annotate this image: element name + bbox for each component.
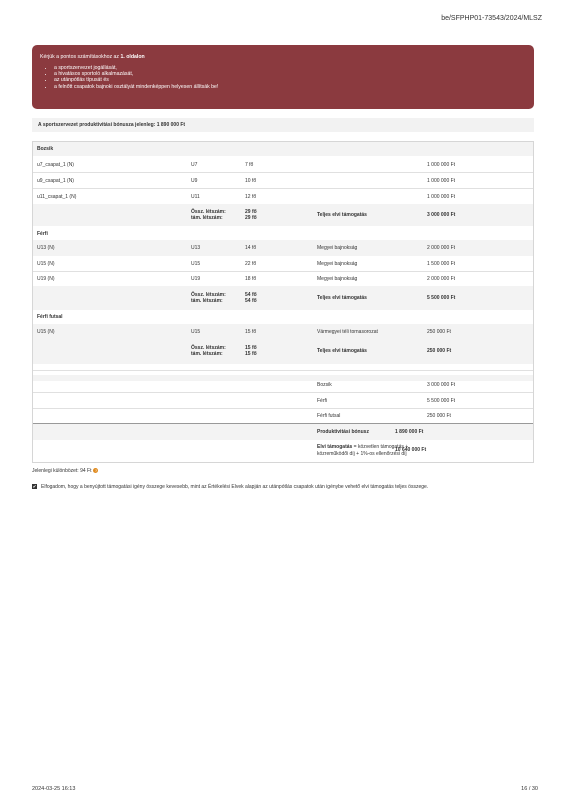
alert-item: • a sportszervezet jogállását,: [54, 65, 526, 71]
alert-intro-bold: 1. oldalon: [120, 54, 145, 60]
section-header-bozsik: Bozsik: [33, 142, 533, 156]
elvi-row: Elvi támogatás = közvetlen támogatás + közreműködői díj + 1%-os ellenőrzési díj 10 640 000 Ft: [317, 444, 427, 457]
table-row: U13 (N) U13 14 fő Megyei bajnokság 2 000 000 Ft: [33, 240, 533, 256]
section-header-futsal: Férfi futsal: [37, 314, 63, 320]
checkbox-checked-icon[interactable]: ✔: [32, 484, 37, 490]
spacer-row: [33, 375, 533, 381]
question-icon[interactable]: ?: [94, 468, 98, 474]
info-alert: [32, 45, 534, 109]
bonus-summary: A sportszervezet produktivitási bónusza jelenleg: 1 890 000 Ft: [32, 118, 534, 132]
accept-checkbox-row[interactable]: [32, 484, 428, 490]
section-header-ferfi: Férfi: [37, 231, 48, 237]
difference-note: Jelenlegi különbözet: 94 Ft ?: [32, 468, 98, 474]
alert-item: • a hivatásos sportoló alkalmazását,: [54, 71, 526, 77]
alert-intro: Kérjük a pontos számításokhoz az: [40, 54, 120, 60]
alert-item: • a felnőtt csapatok bajnoki osztályát mindenképpen helyesen állítsák be!: [54, 84, 526, 90]
table-row: U15 (N) U15 15 fő Vármegyei téli tornasorozat 250 000 Ft: [33, 324, 533, 340]
productivity-row: Produktivitási bónusz 1 890 000 Ft: [33, 424, 533, 440]
support-table: Bozsik u7_csapat_1 (N) U7 7 fő 1 000 000 Ft u9_csapat_1 (N) U9 10 fő 1 000 000 Ft u11_csapat_1 (N) U11 12 fő 1 000 000 Ft Össz. létszám: tám. létszám: 29 fő 29 fő Teljes elvi támogatás 3 000 000 Ft Férfi U13 (N) U13 14 fő Megyei bajnokság 2 000 000 Ft U15 (N) U15 22 fő Megyei bajnokság 1 500 000 Ft U19 (N) U19 18 fő Megyei bajnokság 2 000 000 Ft Össz. létszám: tám. létszám: 54 fő 54 fő Teljes elvi támogatás 5 500 000 Ft Férfi futsal U15 (N) U15 15 fő Vármegyei téli tornasorozat 250 000 Ft Össz. létszám: tám. létszám: 15 fő 15 fő Teljes elvi támogatás 250 000 Ft Bozsik 3 000 000 Ft Férfi 5 500 000 Ft Férfi futsal 250 000 Ft Produktivitási bónusz 1 890 000 Ft Elvi támogatás = közvetlen támogatás + közreműködői díj + 1%-os ellenőrzési díj 10 640 000 Ft: [32, 141, 534, 463]
alert-item: • az utánpótlás típusát és: [54, 77, 526, 83]
print-datetime: 2024-03-25 16:13: [32, 786, 76, 792]
page-number: 16 / 30: [521, 786, 538, 792]
summary-row: Össz. létszám: tám. létszám: 29 fő 29 fő Teljes elvi támogatás 3 000 000 Ft: [33, 204, 533, 226]
summary-row: Össz. létszám: tám. létszám: 54 fő 54 fő Teljes elvi támogatás 5 500 000 Ft: [33, 286, 533, 310]
accept-text: Elfogadom, hogy a benyújtott támogatási igény összege kevesebb, mint az Értékelési Elvek alapján az utánpótlás csapatok után igénybe vehető elvi támogatás teljes összege.: [41, 484, 429, 490]
summary-row: Össz. létszám: tám. létszám: 15 fő 15 fő Teljes elvi támogatás 250 000 Ft: [33, 340, 533, 364]
alert-list: [40, 65, 526, 90]
document-reference: be/SFPHP01-73543/2024/MLSZ: [441, 15, 542, 22]
